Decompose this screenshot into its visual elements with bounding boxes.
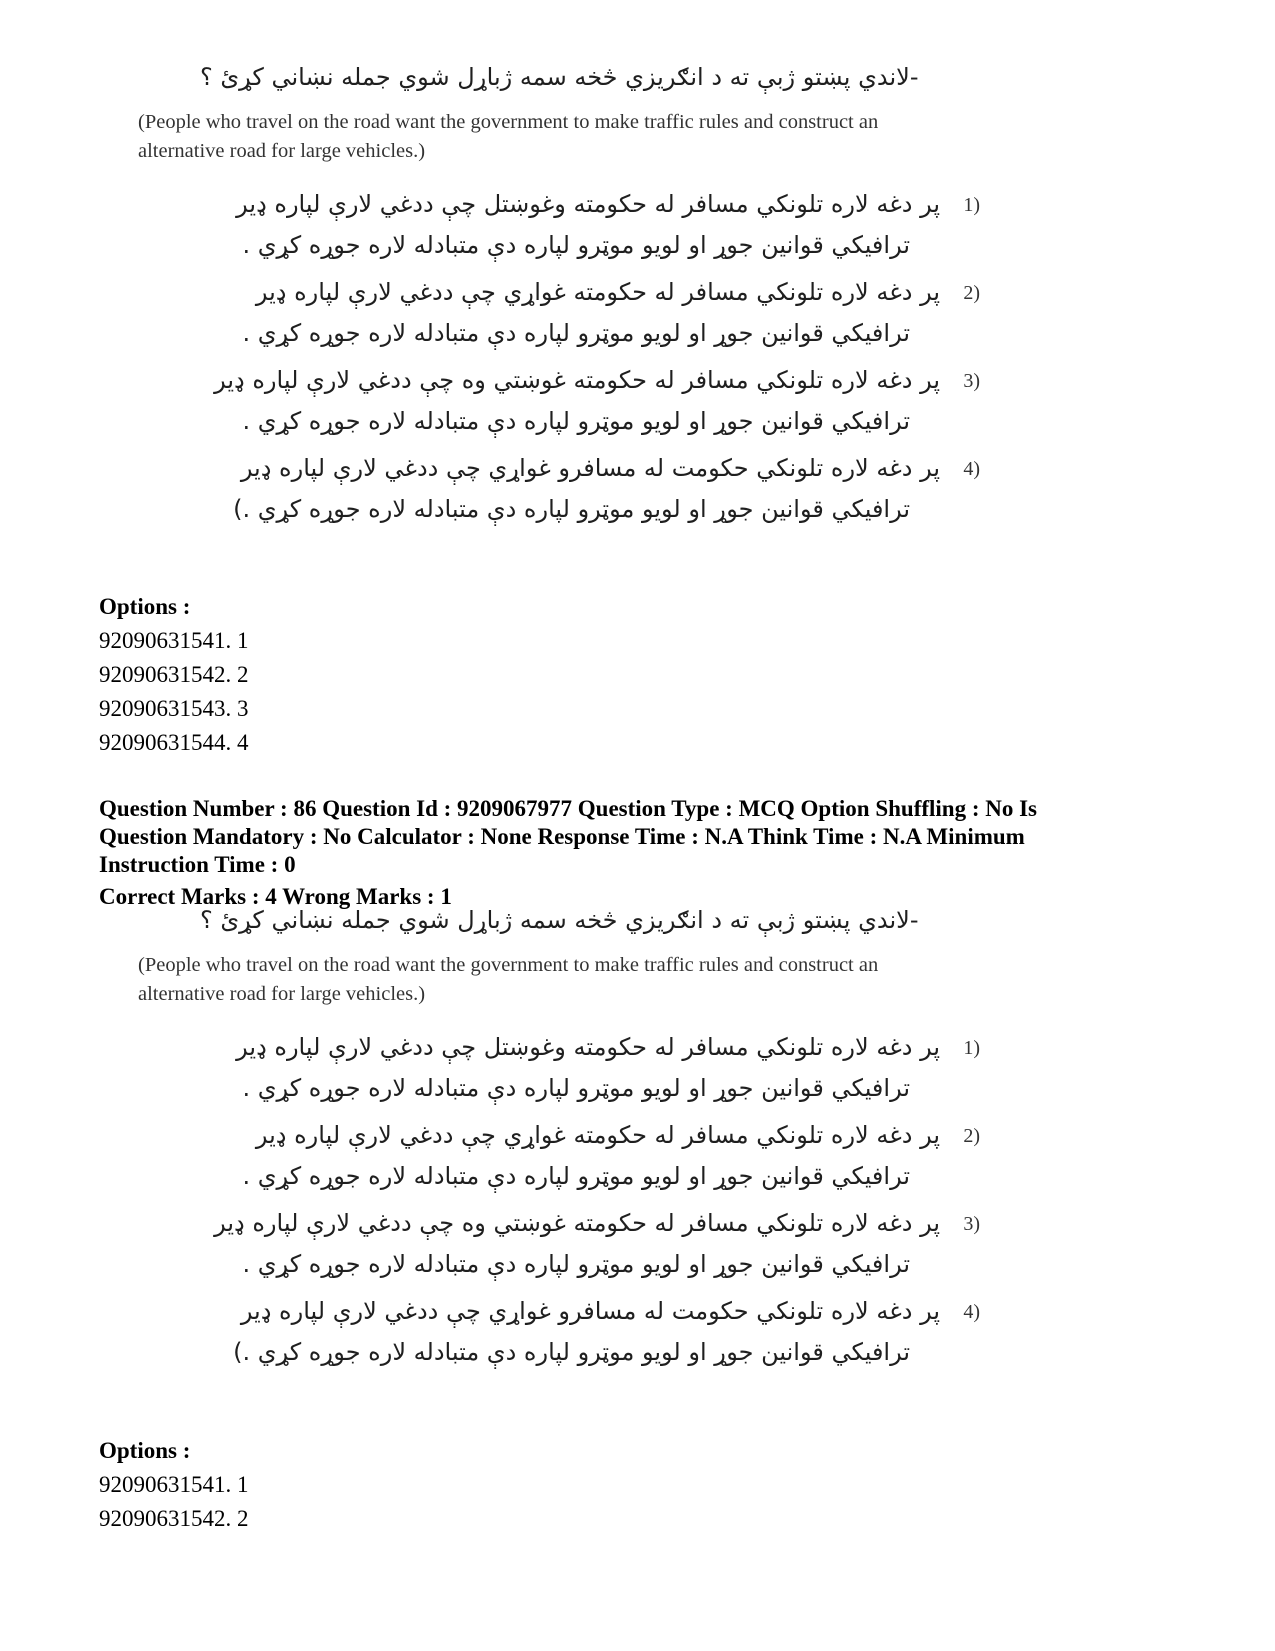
option-id-1: 92090631541. 1 [99, 628, 249, 653]
english-sentence: (People who travel on the road want the government to make traffic rules and construct an alternative road for large vehicles.) [138, 954, 879, 1005]
pashto-option-1: 1) پر دغه لاره تلونکي مسافر له حکومته وغوښتل چې ددغي لارې لپاره ډير ترافيکي قوانين جوړ او لويو موټرو لپاره دې متبادله لاره جوړه کړي . [236, 190, 980, 259]
options-label: Options : [99, 1438, 191, 1463]
pashto-prompt: -لاندي پښتو ژبې ته د انګریزي څخه سمه ژباړل شوي جمله نښاني کړئ ؟ [200, 63, 919, 91]
pashto-option-1: 1) پر دغه لاره تلونکي مسافر له حکومته وغوښتل چې ددغي لارې لپاره ډير ترافيکي قوانين جوړ او لويو موټرو لپاره دې متبادله لاره جوړه کړي . [236, 1033, 980, 1102]
option-id-3: 92090631543. 3 [99, 696, 249, 721]
options-label: Options : [99, 594, 191, 619]
english-sentence: (People who travel on the road want the government to make traffic rules and construct an alternative road for large vehicles.) [138, 111, 879, 162]
question-image-2 [100, 903, 1000, 1373]
pashto-option-3: 3) پر دغه لاره تلونکي مسافر له حکومته غوښتي وه چې ددغي لارې لپاره ډير ترافيکي قوانين جوړ او لويو موټرو لپاره دې متبادله لاره جوړه کړي . [214, 1209, 980, 1278]
pashto-option-4: 4) پر دغه لاره تلونکي حکومت له مسافرو غواړي چې ددغي لارې لپاره ډير ترافيکي قوانين جوړ او لويو موټرو لپاره دې متبادله لاره جوړه کړي .) [233, 454, 980, 523]
question-metadata: Question Number : 86 Question Id : 9209067977 Question Type : MCQ Option Shuffling : No Is Question Mandatory : No Calculator : None Response Time : N.A Think Time : N.A Minimum Instruction Time : 0 Correct Marks : 4 Wrong Marks : 1 [99, 795, 1189, 911]
pashto-option-4: 4) پر دغه لاره تلونکي حکومت له مسافرو غواړي چې ددغي لارې لپاره ډير ترافيکي قوانين جوړ او لويو موټرو لپاره دې متبادله لاره جوړه کړي .) [233, 1297, 980, 1366]
pashto-option-2: 2) پر دغه لاره تلونکي مسافر له حکومته غواړي چې ددغي لارې لپاره ډير ترافيکي قوانين جوړ او لويو موټرو لپاره دې متبادله لاره جوړه کړي . [242, 278, 980, 347]
options-list-1 [99, 590, 249, 760]
option-id-4: 92090631544. 4 [99, 730, 249, 755]
option-id-2: 92090631542. 2 [99, 1506, 249, 1531]
marks-line: Correct Marks : 4 Wrong Marks : 1 [99, 884, 452, 909]
pashto-prompt: -لاندي پښتو ژبې ته د انګریزي څخه سمه ژباړل شوي جمله نښاني کړئ ؟ [200, 906, 919, 934]
question-image-1 [100, 60, 1000, 530]
options-list-2 [99, 1434, 249, 1536]
option-id-2: 92090631542. 2 [99, 662, 249, 687]
pashto-option-3: 3) پر دغه لاره تلونکي مسافر له حکومته غوښتي وه چې ددغي لارې لپاره ډير ترافيکي قوانين جوړ او لويو موټرو لپاره دې متبادله لاره جوړه کړي . [214, 366, 980, 435]
option-id-1: 92090631541. 1 [99, 1472, 249, 1497]
pashto-option-2: 2) پر دغه لاره تلونکي مسافر له حکومته غواړي چې ددغي لارې لپاره ډير ترافيکي قوانين جوړ او لويو موټرو لپاره دې متبادله لاره جوړه کړي . [242, 1121, 980, 1190]
